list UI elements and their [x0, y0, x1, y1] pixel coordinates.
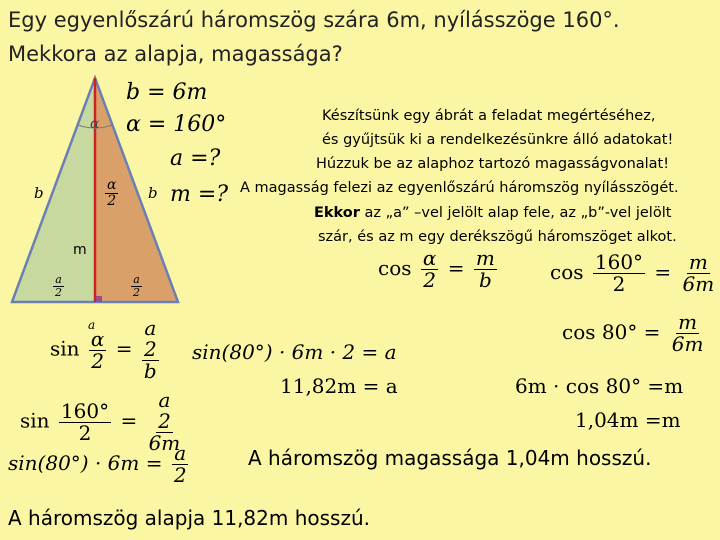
- note-line-3: Húzzuk be az alaphoz tartozó magasságvonalat!: [316, 156, 670, 172]
- label-base-half-left: $\frac{a}{2}$: [55, 273, 62, 299]
- cos-formula: cos $\frac{\alpha}{2}$ = $\frac{m}{b}$: [378, 246, 495, 292]
- label-base-half-right: $\frac{a}{2}$: [133, 273, 140, 299]
- sin-step-3: sin(80°) · 6m = $\frac{a}{2}$: [8, 441, 187, 487]
- given-alpha: α = 160°: [126, 112, 227, 137]
- label-b-right: b: [148, 184, 158, 202]
- note-line-4: A magasság felezi az egyenlőszárú háromszög nyílásszögét.: [240, 180, 679, 196]
- label-b-left: b: [34, 184, 44, 202]
- note-line-2: és gyűjtsük ki a rendelkezésünkre álló adatokat!: [322, 132, 674, 148]
- cos-step-4: 1,04m =m: [575, 408, 681, 432]
- sin-step-1: sin $\frac{\alpha}{2}$ = a 2 b: [50, 316, 157, 383]
- given-a: a =?: [170, 146, 221, 171]
- note-line-6: szár, és az m egy derékszögű háromszöget alkot.: [318, 229, 677, 245]
- sin-step-2: sin $\frac{160^\circ}{2}$ = a 2 6m: [20, 388, 181, 455]
- right-angle-mark: [96, 296, 102, 302]
- label-alpha: α: [90, 116, 100, 132]
- sin-step-4: sin(80°) · 6m · 2 = a: [192, 340, 397, 364]
- note-line-5: Ekkor az „a” –vel jelölt alap fele, az „b”-vel jelölt: [314, 205, 672, 221]
- given-m: m =?: [170, 182, 229, 207]
- given-b: b = 6m: [126, 80, 208, 105]
- cos-step-1: cos $\frac{160^\circ}{2}$ = $\frac{m}{6m}$: [550, 250, 715, 296]
- result-base: A háromszög alapja 11,82m hosszú.: [8, 506, 370, 530]
- cos-step-3: 6m · cos 80° =m: [515, 374, 684, 398]
- result-height: A háromszög magassága 1,04m hosszú.: [248, 446, 652, 470]
- sin-step-5: 11,82m = a: [280, 374, 398, 398]
- cos-step-2: cos 80° = $\frac{m}{6m}$: [562, 310, 704, 356]
- title-line-2: Mekkora az alapja, magassága?: [8, 42, 343, 66]
- label-half-alpha: $\frac{\alpha}{2}$: [107, 177, 117, 209]
- note-line-1: Készítsünk egy ábrát a feladat megértéséhez,: [322, 108, 656, 124]
- title-line-1: Egy egyenlőszárú háromszög szára 6m, nyílásszöge 160°.: [8, 8, 620, 32]
- label-m: m: [73, 242, 87, 258]
- sin-step-1-top-a: a: [88, 318, 96, 332]
